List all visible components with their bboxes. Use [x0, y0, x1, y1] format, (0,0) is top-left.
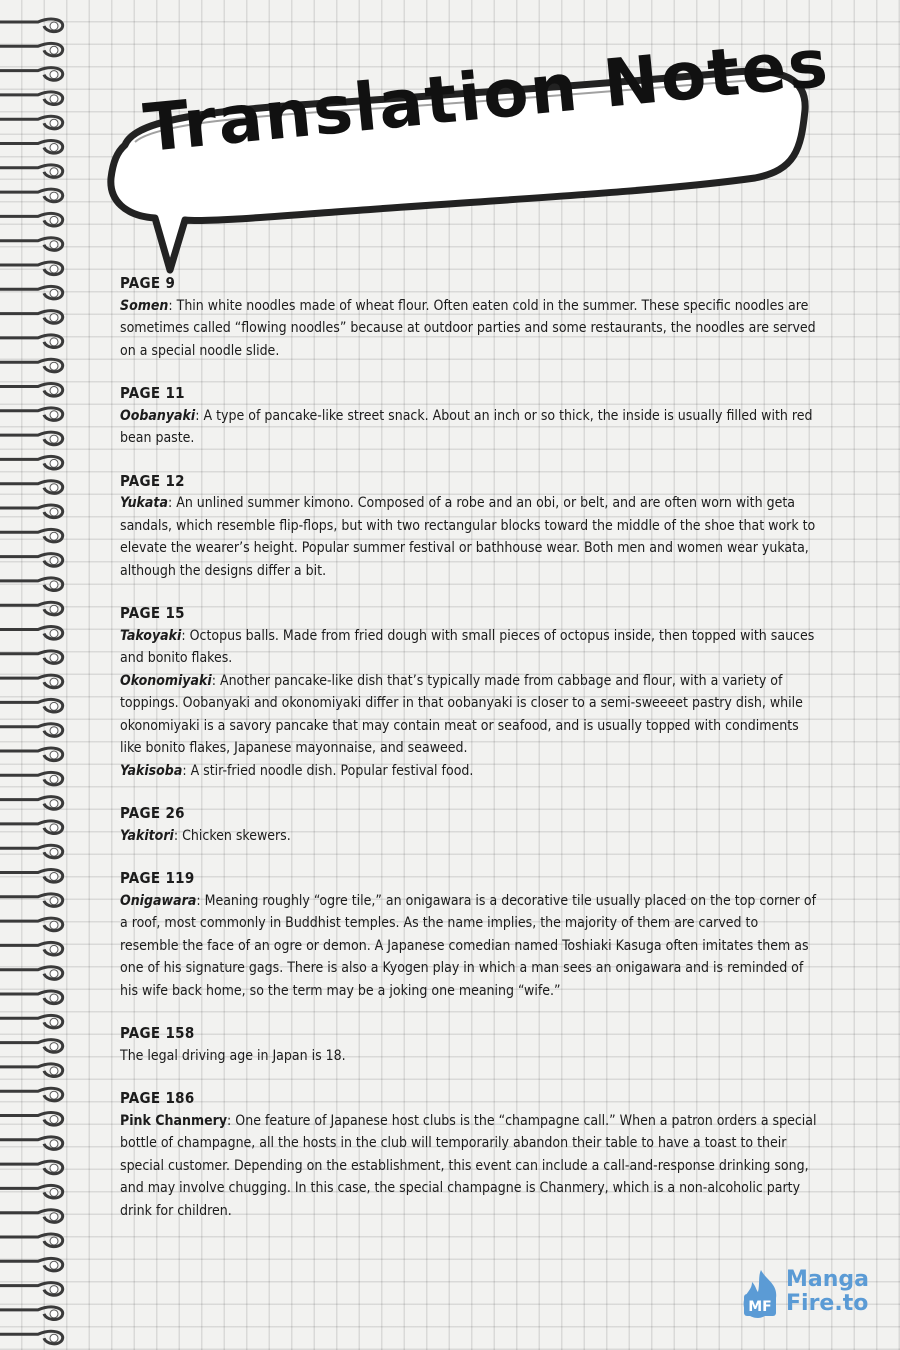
watermark-line2: Fire.to: [786, 1291, 869, 1316]
note-text: Meaning roughly “ogre tile,” an onigawara is a decorative tile usually placed on the top corner of a roof, most commonly in Buddhist temples. As the name implies, the majority of them are carved to resemble the face of an ogre or demon. A Japanese comedian named Toshiaki Kasuga often imitates them as one of his signature gags. There is also a Kyogen play in which a man sees an onigawara and is reminded of his wife back home, so the term may be a joking one meaning “wife.”: [120, 892, 816, 999]
note-separator: :: [227, 1112, 236, 1129]
note-separator: :: [167, 495, 177, 511]
spiral-ring: [0, 335, 63, 348]
note-section: [120, 470, 820, 583]
note-text: Octopus balls. Made from fried dough with small pieces of octopus inside, then topped with sauces and bonito flakes.: [120, 627, 815, 666]
spiral-ring: [0, 359, 63, 372]
note-section: [120, 867, 820, 1002]
note-term: Pink Chanmery: [120, 1112, 228, 1129]
spiral-ring: [0, 1258, 63, 1271]
note-separator: :: [168, 297, 177, 314]
note-entry: [120, 1045, 820, 1068]
watermark: [738, 1268, 878, 1320]
note-separator: :: [173, 827, 183, 844]
spiral-ring: [0, 408, 63, 421]
spiral-ring: [0, 1186, 63, 1199]
spiral-ring: [0, 311, 63, 324]
spiral-ring: [0, 238, 63, 251]
spiral-ring: [0, 384, 63, 397]
note-text: An unlined summer kimono. Composed of a robe and an obi, or belt, and are often worn with geta sandals, which resemble flip-flops, but with two rectangular blocks toward the middle of the shoe that work to elevate the wearer’s height. Popular summer festival or bathhouse wear. Both men and women wear yukata, although the designs differ a bit.: [120, 495, 816, 579]
note-term: Yakisoba: [120, 762, 183, 779]
note-text: One feature of Japanese host clubs is the “champagne call.” When a patron orders a special bottle of champagne, all the hosts in the club will temporarily abandon their table to have a toast to their special customer. Depending on the establishment, this event can include a call-and-response drinking song, and may involve chugging. In this case, the special champagne is Chanmery, which is a non-alcoholic party drink for children.: [120, 1112, 817, 1219]
spiral-ring: [0, 943, 63, 956]
note-separator: :: [182, 762, 191, 779]
note-term: Onigawara: [120, 892, 197, 909]
spiral-ring: [0, 748, 63, 761]
note-text: Another pancake-like dish that’s typically made from cabbage and flour, with a variety of toppings. Oobanyaki and okonomiyaki differ in that oobanyaki is closer to a semi-sweeeet pastry dish, while okonomiyaki is a savory pancake that may contain meat or seafood, and is usually topped with condiments like bonito flakes, Japanese mayonnaise, and seaweed.: [120, 672, 803, 756]
spiral-ring: [0, 116, 63, 129]
spiral-ring: [0, 967, 63, 980]
note-separator: :: [196, 892, 205, 909]
spiral-ring: [0, 578, 63, 591]
spiral-ring: [0, 457, 63, 470]
spiral-ring: [0, 651, 63, 664]
note-entry: [120, 492, 820, 582]
note-section: [120, 1087, 820, 1222]
note-entry: [120, 295, 820, 363]
spiral-ring: [0, 772, 63, 785]
note-term: Yukata: [120, 495, 168, 511]
page-title: Translation Notes: [140, 24, 833, 168]
note-entry: [120, 760, 820, 783]
spiral-ring: [0, 845, 63, 858]
page-number-label: PAGE 158: [120, 1024, 195, 1042]
spiral-ring: [0, 68, 63, 81]
spiral-ring: [0, 821, 63, 834]
spiral-ring: [0, 189, 63, 202]
flame-logo-icon: [738, 1268, 784, 1320]
watermark-badge: MF: [748, 1299, 772, 1315]
spiral-ring: [0, 602, 63, 615]
spiral-ring: [0, 627, 63, 640]
note-text: A type of pancake-like street snack. About an inch or so thick, the inside is usually filled with red bean paste.: [120, 407, 813, 446]
notes-body: [120, 272, 820, 1242]
spiral-ring: [0, 870, 63, 883]
spiral-ring: [0, 991, 63, 1004]
spiral-ring: [0, 165, 63, 178]
note-entry: [120, 625, 820, 670]
spiral-ring: [0, 1234, 63, 1247]
note-entry: [120, 825, 820, 848]
spiral-ring: [0, 1113, 63, 1126]
spiral-ring: [0, 1015, 63, 1028]
note-separator: :: [211, 672, 220, 689]
note-text: Thin white noodles made of wheat flour. Often eaten cold in the summer. These specific noodles are sometimes called “flowing noodles” because at outdoor parties and some restaurants, the noodles are served on a special noodle slide.: [120, 297, 816, 359]
spiral-ring: [0, 1161, 63, 1174]
note-section: [120, 602, 820, 782]
note-term: Takoyaki: [120, 627, 182, 644]
note-text: A stir-fried noodle dish. Popular festival food.: [190, 762, 474, 779]
spiral-ring: [0, 1307, 63, 1320]
spiral-ring: [0, 700, 63, 713]
note-separator: :: [195, 407, 204, 424]
spiral-ring: [0, 19, 63, 32]
page-number-label: PAGE 9: [120, 274, 176, 292]
spiral-ring: [0, 505, 63, 518]
spiral-ring: [0, 894, 63, 907]
spiral-ring: [0, 1137, 63, 1150]
spiral-ring: [0, 262, 63, 275]
page-number-label: PAGE 15: [120, 604, 185, 622]
note-separator: :: [181, 627, 190, 644]
spiral-ring: [0, 918, 63, 931]
watermark-line1: Manga: [786, 1267, 869, 1292]
note-term: Yakitori: [120, 827, 174, 844]
spiral-ring: [0, 1331, 63, 1344]
note-entry: [120, 1110, 820, 1223]
note-section: [120, 802, 820, 847]
note-section: [120, 382, 820, 450]
spiral-ring: [0, 1064, 63, 1077]
spiral-ring: [0, 92, 63, 105]
spiral-ring: [0, 1283, 63, 1296]
spiral-ring: [0, 554, 63, 567]
page-number-label: PAGE 12: [120, 471, 185, 490]
spiral-ring: [0, 1210, 63, 1223]
note-term: Oobanyaki: [120, 407, 196, 424]
note-term: Somen: [120, 297, 169, 314]
note-entry: [120, 670, 820, 760]
spiral-ring: [0, 214, 63, 227]
note-entry: [120, 405, 820, 450]
spiral-ring: [0, 43, 63, 56]
spiral-ring: [0, 1088, 63, 1101]
spiral-ring: [0, 286, 63, 299]
spiral-ring: [0, 797, 63, 810]
note-section: [120, 1022, 820, 1067]
page-number-label: PAGE 26: [120, 804, 185, 822]
spiral-ring: [0, 1040, 63, 1053]
spiral-ring: [0, 141, 63, 154]
page-number-label: PAGE 119: [120, 869, 195, 887]
spiral-binding-icon: [0, 0, 72, 1350]
note-text: The legal driving age in Japan is 18.: [120, 1047, 346, 1064]
page-number-label: PAGE 186: [120, 1089, 195, 1107]
spiral-ring: [0, 724, 63, 737]
note-term: Okonomiyaki: [120, 672, 212, 689]
note-section: [120, 272, 820, 362]
spiral-ring: [0, 481, 63, 494]
note-entry: [120, 890, 820, 1003]
note-text: Chicken skewers.: [182, 827, 291, 844]
spiral-ring: [0, 675, 63, 688]
spiral-ring: [0, 529, 63, 542]
spiral-ring: [0, 432, 63, 445]
page-number-label: PAGE 11: [120, 384, 185, 402]
